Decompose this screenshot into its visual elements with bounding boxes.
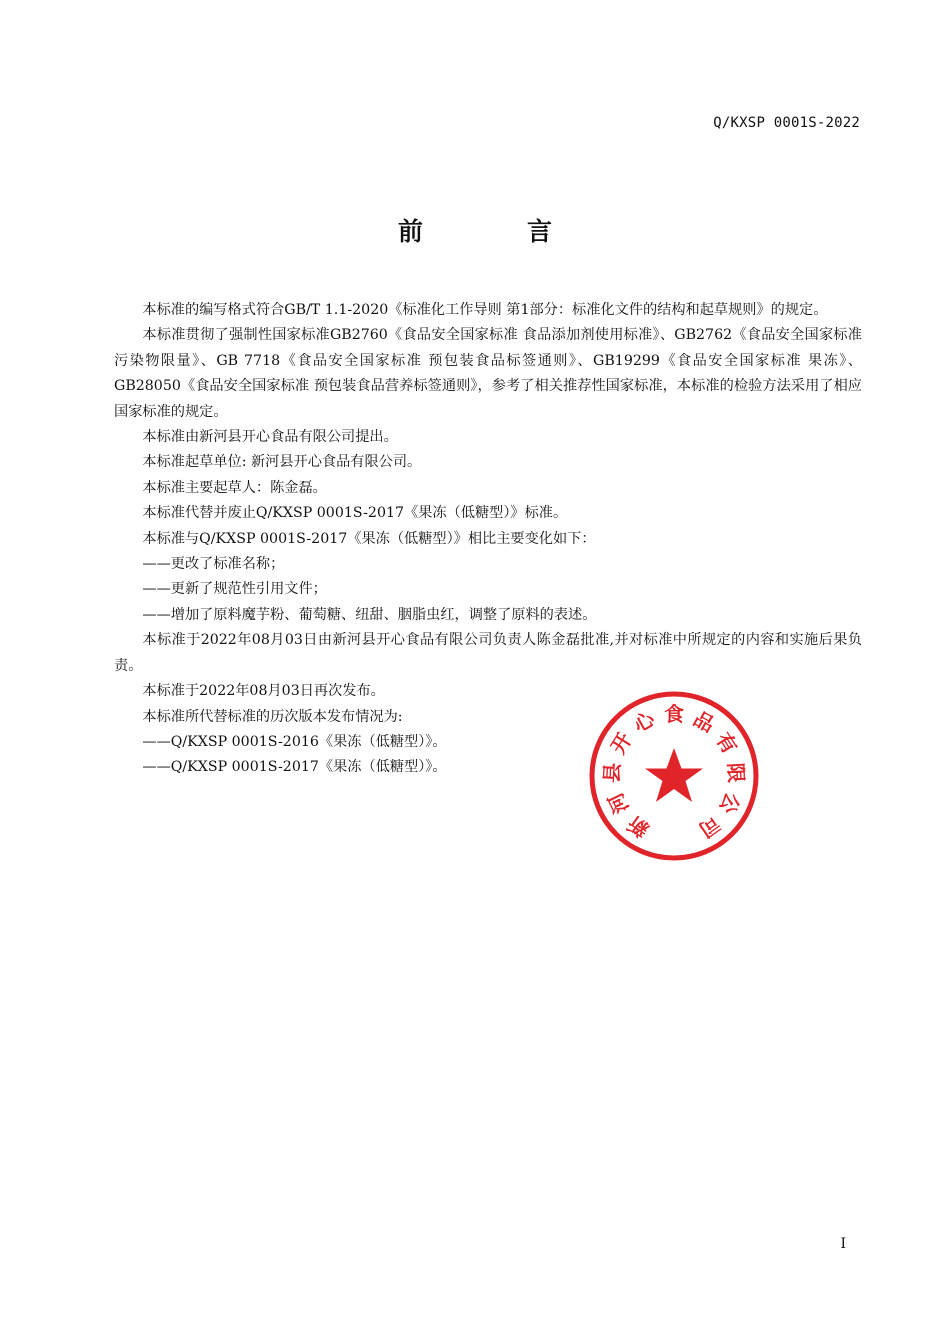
seal-glyph: 新 <box>623 811 654 843</box>
company-seal <box>588 690 760 862</box>
paragraph-format: 本标准的编写格式符合GB/T 1.1-2020《标准化工作导则 第1部分：标准化文件的结构和起草规则》的规定。 <box>142 302 828 318</box>
page-number: I <box>840 1236 846 1252</box>
paragraph-approval: 本标准于2022年08月03日由新河县开心食品有限公司负责人陈金磊批准,并对标准中所规定的内容和实施后果负责。 <box>114 632 862 674</box>
seal-glyph: 食 <box>664 702 684 726</box>
seal-glyph: 品 <box>689 706 719 738</box>
seal-glyph: 河 <box>603 788 634 818</box>
history-item: ——Q/KXSP 0001S-2016《果冻（低糖型）》。 <box>142 733 447 750</box>
paragraph-release: 本标准于2022年08月03日再次发布。 <box>142 683 385 700</box>
seal-glyph: 限 <box>723 762 749 784</box>
change-item: ——更改了标准名称； <box>142 556 285 573</box>
title-char-1: 前 <box>397 217 423 246</box>
history-item: ——Q/KXSP 0001S-2017《果冻（低糖型）》。 <box>142 759 447 776</box>
paragraph-standards: 本标准贯彻了强制性国家标准GB2760《食品安全国家标准 食品添加剂使用标准》、GB2762《食品安全国家标准 污染物限量》、GB 7718《食品安全国家标准 预包装食品标签通则》、GB19299《食品安全国家标准 果冻》、GB28050《食品安全国家标准 预包装食品营养标签通则》，参考了相关推荐性国家标准，本标准的检验方法采用了相应国家标准的规定。 <box>114 327 862 420</box>
seal-glyph: 县 <box>599 762 625 784</box>
seal-glyph: 开 <box>605 728 637 758</box>
seal-glyph: 司 <box>694 811 725 843</box>
paragraph-history-intro: 本标准所代替标准的历次版本发布情况为: <box>142 708 403 725</box>
paragraph-drafter: 本标准主要起草人：陈金磊。 <box>142 479 327 496</box>
change-item: ——更新了规范性引用文件； <box>142 581 327 598</box>
page-title <box>0 212 950 248</box>
paragraph-proposer: 本标准由新河县开心食品有限公司提出。 <box>142 429 398 446</box>
document-code: Q/KXSP 0001S-2022 <box>713 115 860 131</box>
paragraph-changes-intro: 本标准与Q/KXSP 0001S-2017《果冻（低糖型）》相比主要变化如下： <box>142 530 596 547</box>
change-item: ——增加了原料魔芋粉、葡萄糖、纽甜、胭脂虫红，调整了原料的表述。 <box>142 606 597 623</box>
seal-glyph: 心 <box>629 706 659 738</box>
paragraph-replaces: 本标准代替并废止Q/KXSP 0001S-2017《果冻（低糖型）》标准。 <box>142 505 568 522</box>
paragraph-drafting-unit: 本标准起草单位: 新河县开心食品有限公司。 <box>142 454 422 471</box>
title-char-2: 言 <box>527 217 553 246</box>
seal-glyph: 公 <box>714 788 745 818</box>
seal-glyph: 有 <box>711 728 743 758</box>
seal-star-icon <box>645 748 703 802</box>
